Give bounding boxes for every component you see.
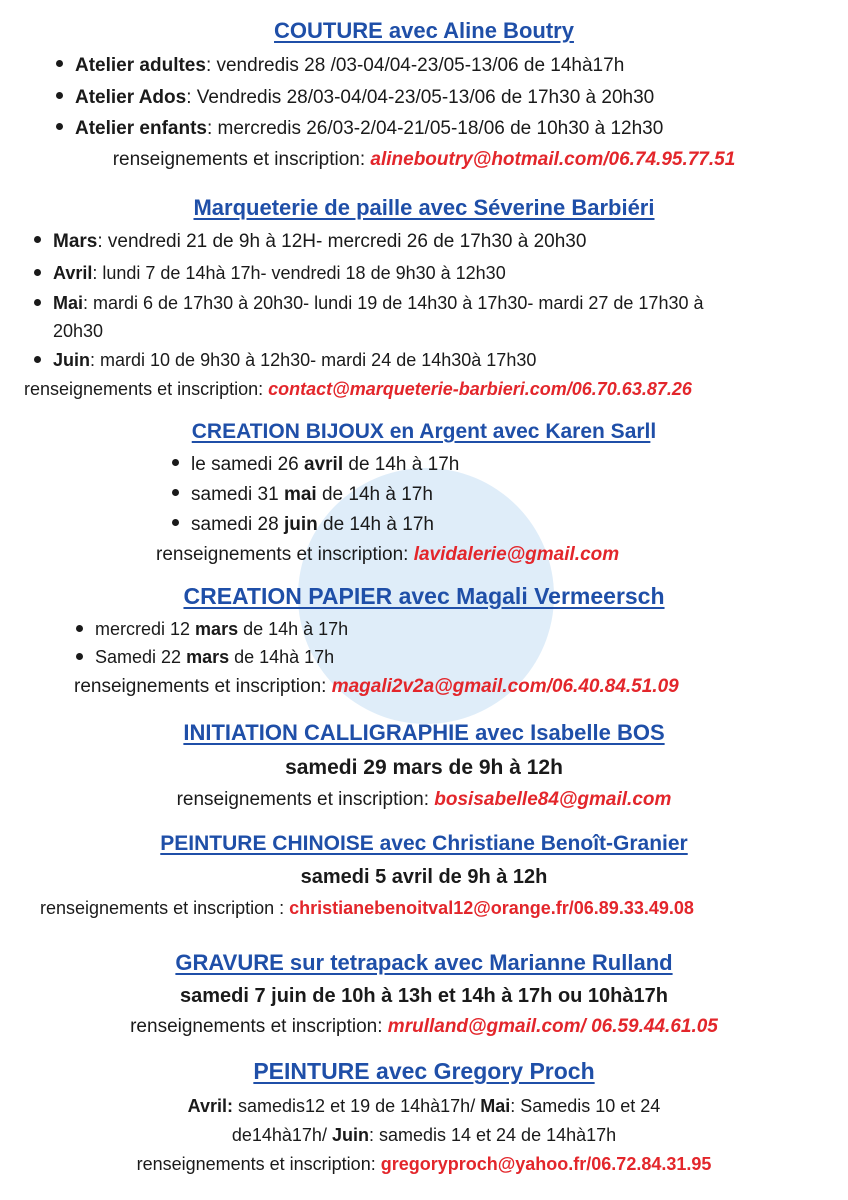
chinoise-title: PEINTURE CHINOISE avec Christiane Benoît-Granier — [160, 832, 688, 855]
calligraphie-title: INITIATION CALLIGRAPHIE avec Isabelle BOS — [183, 720, 665, 745]
marqueterie-item-juin: Juin: mardi 10 de 9h30 à 12h30- mardi 24 de 14h30à 17h30 — [34, 348, 536, 372]
bijoux-title: CREATION BIJOUX en Argent avec Karen Sarll — [191, 420, 657, 443]
gravure-date: samedi 7 juin de 10h à 13h et 14h à 17h ou 10hà17h — [180, 985, 668, 1007]
chinoise-info: renseignements et inscription : christianebenoitval12@orange.fr/06.89.33.49.08 — [40, 898, 694, 918]
couture-item-enfants: Atelier enfants: mercredis 26/03-2/04-21/05-18/06 de 10h30 à 12h30 — [56, 117, 663, 141]
calligraphie-contact[interactable]: bosisabelle84@gmail.com — [434, 789, 672, 810]
peinture-schedule-line2: de14hà17h/ Juin: samedis 14 et 24 de 14hà17h — [231, 1125, 617, 1145]
couture-item-ados: Atelier Ados: Vendredis 28/03-04/04-23/05-13/06 de 17h30 à 20h30 — [56, 86, 654, 110]
marqueterie-item-mai-continuation: 20h30 — [53, 321, 104, 341]
couture-title: COUTURE avec Aline Boutry — [274, 18, 574, 43]
marqueterie-item-avril: Avril: lundi 7 de 14hà 17h- vendredi 18 de 9h30 à 12h30 — [34, 261, 506, 285]
peinture-schedule-line1: Avril: samedis12 et 19 de 14hà17h/ Mai: Samedis 10 et 24 — [187, 1096, 661, 1116]
calligraphie-info: renseignements et inscription: bosisabelle84@gmail.com — [176, 789, 672, 810]
couture-contact[interactable]: alineboutry@hotmail.com/06.74.95.77.51 — [370, 149, 736, 170]
peinture-contact[interactable]: gregoryproch@yahoo.fr/06.72.84.31.95 — [380, 1154, 712, 1174]
bijoux-item-mai: samedi 31 mai de 14h à 17h — [172, 483, 433, 507]
marqueterie-info: renseignements et inscription: contact@marqueterie-barbieri.com/06.70.63.87.26 — [24, 379, 692, 399]
bijoux-info: renseignements et inscription: lavidalerie@gmail.com — [156, 544, 620, 565]
calligraphie-date: samedi 29 mars de 9h à 12h — [285, 756, 563, 779]
gravure-title: GRAVURE sur tetrapack avec Marianne Rulland — [175, 950, 673, 975]
papier-contact[interactable]: magali2v2a@gmail.com/06.40.84.51.09 — [331, 676, 679, 697]
couture-info: renseignements et inscription: alineboutry@hotmail.com/06.74.95.77.51 — [112, 149, 736, 170]
gravure-contact[interactable]: mrulland@gmail.com/ 06.59.44.61.05 — [387, 1016, 718, 1037]
marqueterie-title: Marqueterie de paille avec Séverine Barbiéri — [193, 195, 655, 220]
bijoux-item-avril: le samedi 26 avril de 14h à 17h — [172, 453, 459, 477]
chinoise-date: samedi 5 avril de 9h à 12h — [300, 866, 548, 888]
marqueterie-item-mars: Mars: vendredi 21 de 9h à 12H- mercredi 26 de 17h30 à 20h30 — [34, 230, 586, 254]
bijoux-item-juin: samedi 28 juin de 14h à 17h — [172, 513, 434, 537]
bijoux-contact[interactable]: lavidalerie@gmail.com — [413, 544, 620, 565]
marqueterie-item-mai: Mai: mardi 6 de 17h30 à 20h30- lundi 19 de 14h30 à 17h30- mardi 27 de 17h30 à — [34, 291, 704, 315]
peinture-info: renseignements et inscription: gregoryproch@yahoo.fr/06.72.84.31.95 — [136, 1154, 712, 1174]
gravure-info: renseignements et inscription: mrulland@gmail.com/ 06.59.44.61.05 — [130, 1016, 718, 1037]
papier-item-12-mars: mercredi 12 mars de 14h à 17h — [76, 617, 348, 641]
peinture-title: PEINTURE avec Gregory Proch — [253, 1058, 595, 1084]
papier-info: renseignements et inscription: magali2v2a@gmail.com/06.40.84.51.09 — [74, 676, 679, 697]
marqueterie-contact[interactable]: contact@marqueterie-barbieri.com/06.70.63.87.26 — [268, 379, 692, 399]
couture-item-adultes: Atelier adultes: vendredis 28 /03-04/04-23/05-13/06 de 14hà17h — [56, 54, 624, 78]
chinoise-contact[interactable]: christianebenoitval12@orange.fr/06.89.33.49.08 — [289, 898, 694, 918]
papier-title: CREATION PAPIER avec Magali Vermeersch — [183, 583, 665, 609]
papier-item-22-mars: Samedi 22 mars de 14hà 17h — [76, 645, 334, 669]
